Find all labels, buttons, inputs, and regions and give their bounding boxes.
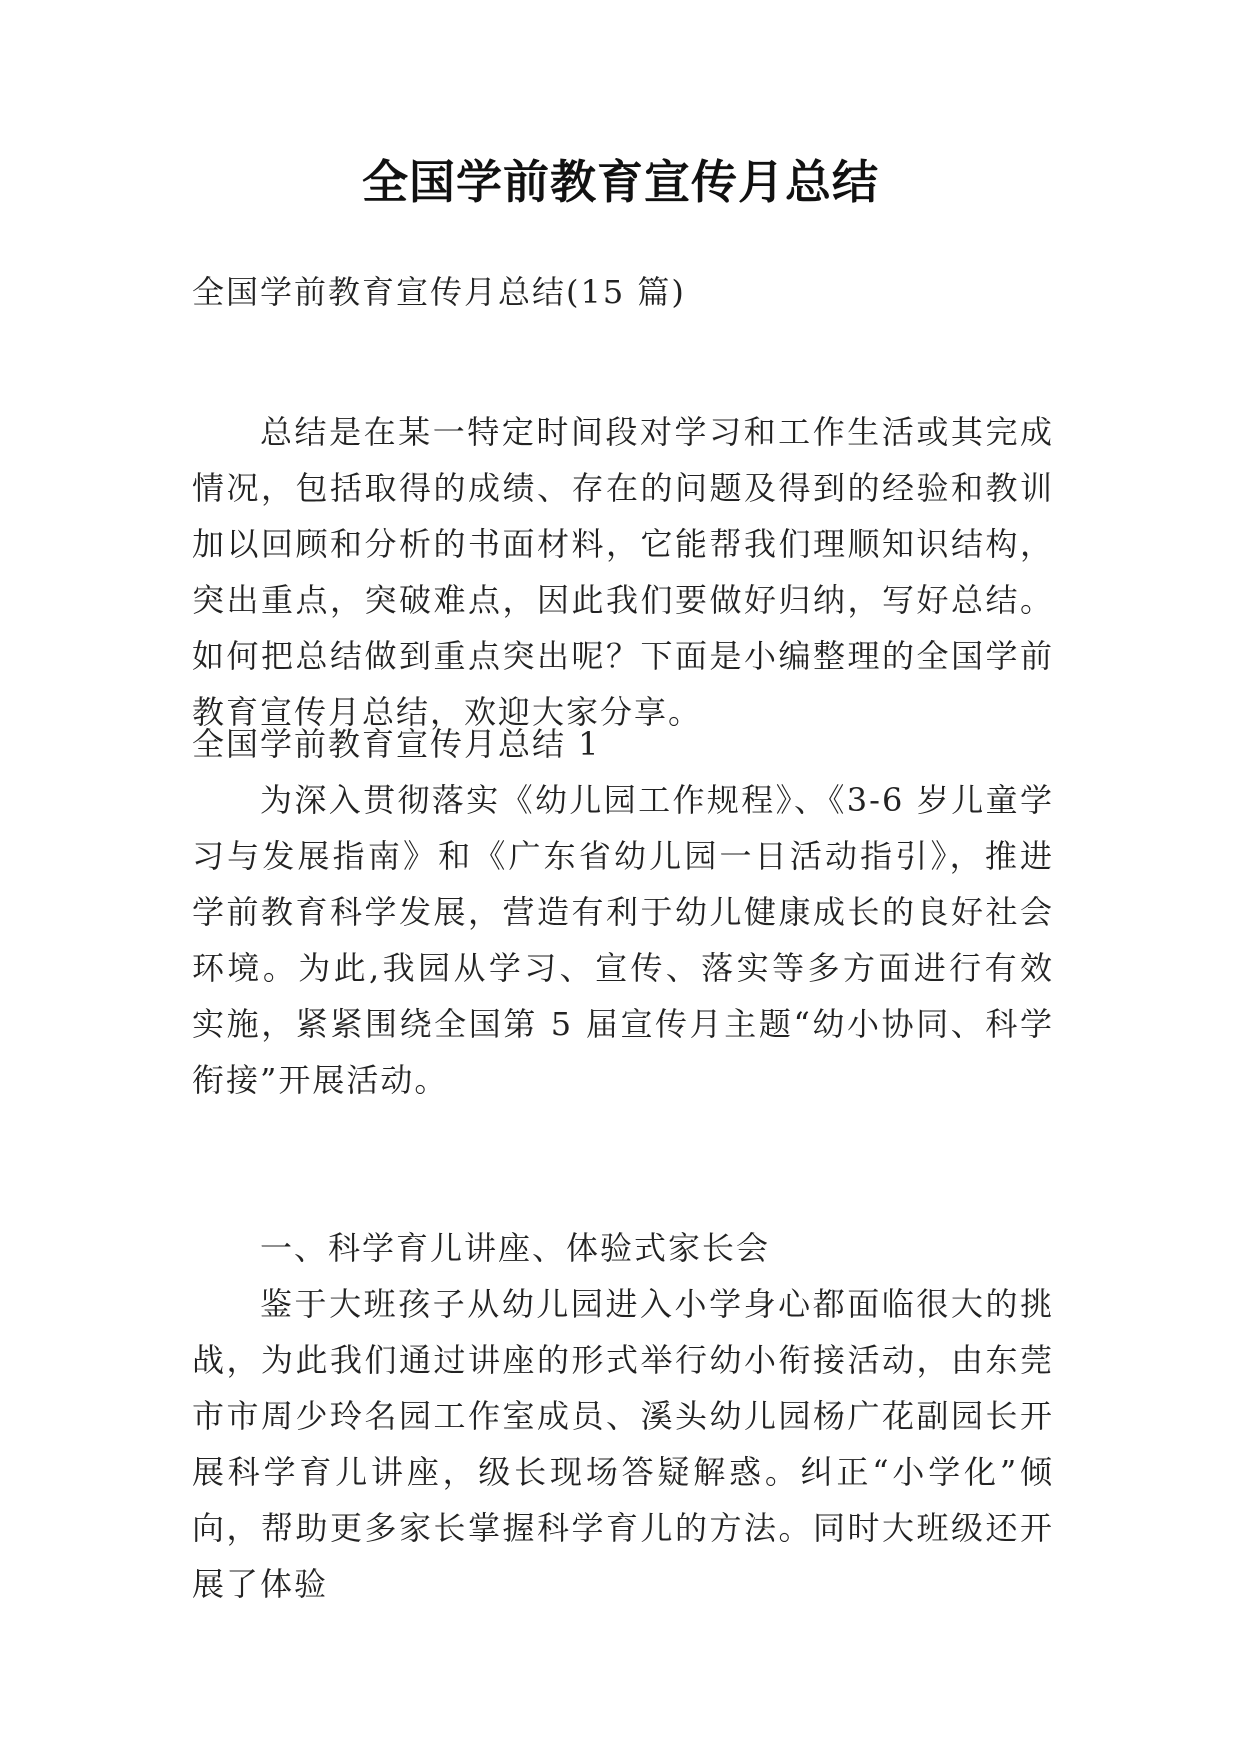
document-title: 全国学前教育宣传月总结 — [362, 155, 879, 209]
section-heading: 全国学前教育宣传月总结 1 — [192, 725, 601, 763]
list-heading: 一、科学育儿讲座、体验式家长会 — [260, 1229, 771, 1267]
document-subtitle: 全国学前教育宣传月总结(15 篇) — [192, 273, 686, 311]
section-paragraph-2: 鉴于大班孩子从幼儿园进入小学身心都面临很大的挑战，为此我们通过讲座的形式举行幼小衔接活动，由东莞市市周少玲名园工作室成员、溪头幼儿园杨广花副园长开展科学育儿讲座，级长现场答疑解惑。纠正“小学化”倾向，帮助更多家长掌握科学育儿的方法。同时大班级还开展了体验 — [192, 1285, 1054, 1603]
section-paragraph: 为深入贯彻落实《幼儿园工作规程》、《3-6 岁儿童学习与发展指南》和《广东省幼儿园一日活动指引》，推进学前教育科学发展，营造有利于幼儿健康成长的良好社会环境。为此,我园从学习、宣传、落实等多方面进行有效实施，紧紧围绕全国第 5 届宣传月主题“幼小协同、科学衔接”开展活动。 — [192, 781, 1054, 1099]
intro-paragraph: 总结是在某一特定时间段对学习和工作生活或其完成情况，包括取得的成绩、存在的问题及得到的经验和教训加以回顾和分析的书面材料，它能帮我们理顺知识结构，突出重点，突破难点，因此我们要做好归纳，写好总结。如何把总结做到重点突出呢？下面是小编整理的全国学前教育宣传月总结，欢迎大家分享。 — [192, 413, 1054, 731]
